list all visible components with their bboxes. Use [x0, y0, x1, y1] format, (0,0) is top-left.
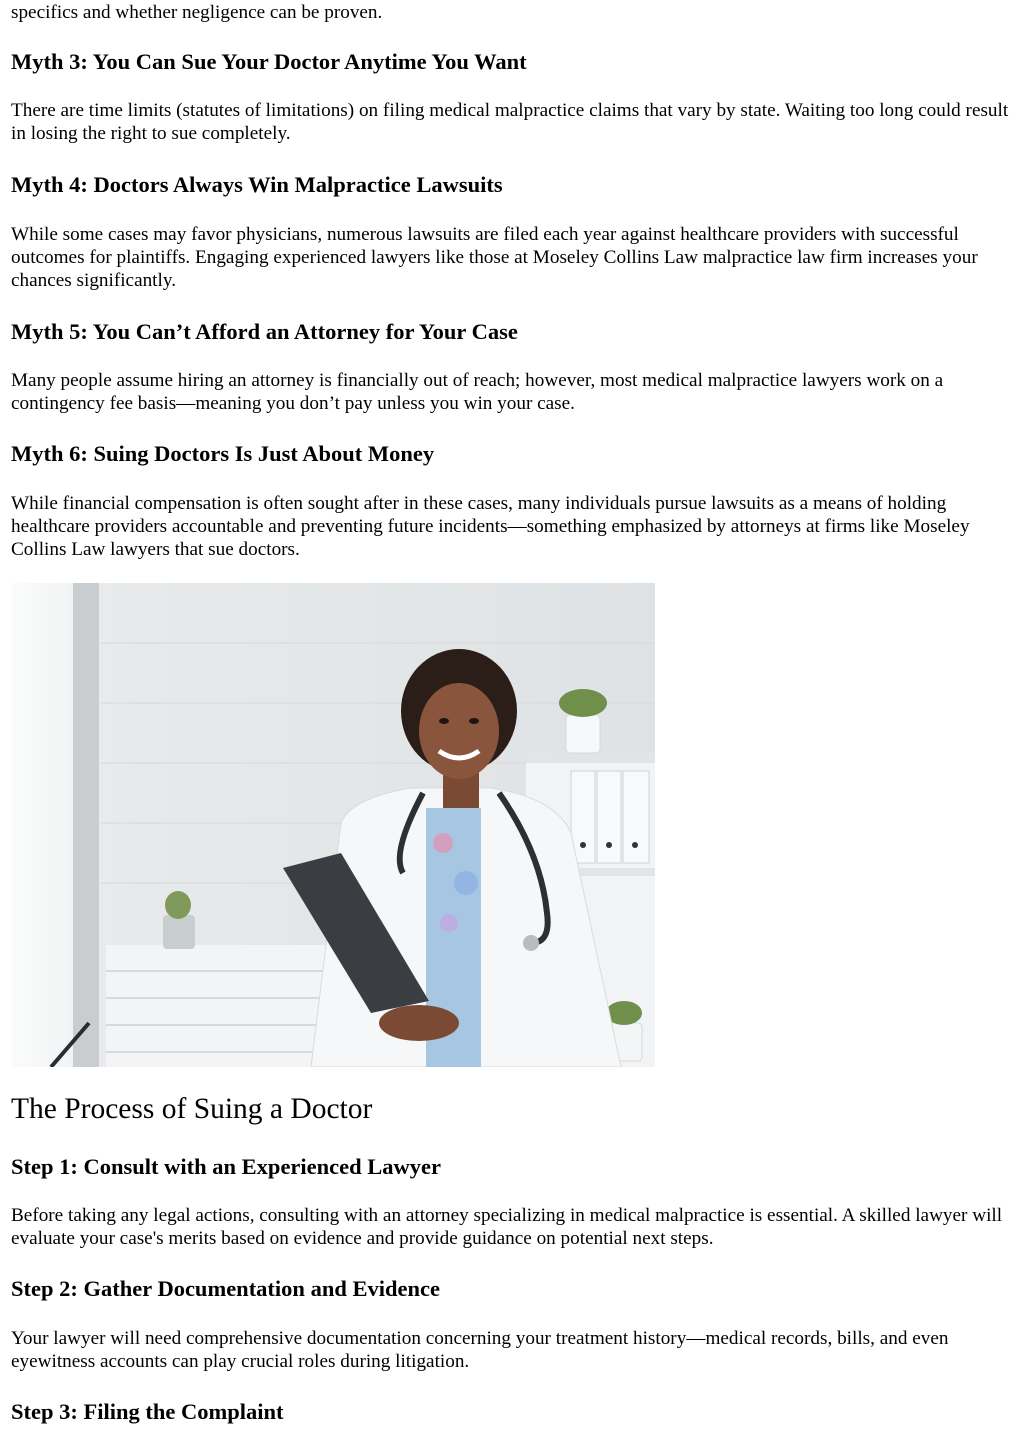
step-1-body: Before taking any legal actions, consulting with an attorney specializing in medical malpractice is essential. A skilled lawyer will evaluate your case's merits based on evidence and provide guidance on potential next steps. — [11, 1205, 1003, 1249]
step-1-heading: Step 1: Consult with an Experienced Lawyer — [11, 1154, 442, 1179]
myth-6-body: While financial compensation is often sought after in these cases, many individuals pursue lawsuits as a means of holding healthcare providers accountable and preventing future incidents—something emphasized by attorneys at firms like Moseley Collins Law lawyers that sue doctors. — [11, 493, 970, 560]
myth-6-heading: Myth 6: Suing Doctors Is Just About Money — [11, 441, 435, 466]
myth-5-body: Many people assume hiring an attorney is financially out of reach; however, most medical malpractice lawyers work on a contingency fee basis—meaning you don’t pay unless you win your case. — [11, 370, 944, 414]
step-3-heading: Step 3: Filing the Complaint — [11, 1399, 284, 1424]
myth-3-body: There are time limits (statutes of limitations) on filing medical malpractice claims that vary by state. Waiting too long could result in losing the right to sue completely. — [11, 100, 1009, 144]
myth-5-heading: Myth 5: You Can’t Afford an Attorney for Your Case — [11, 319, 518, 344]
doctor-photo — [11, 583, 655, 1067]
myth-4-body: While some cases may favor physicians, numerous lawsuits are filed each year against healthcare providers with successful outcomes for plaintiffs. Engaging experienced lawyers like those at Moseley Collins Law malpractice law firm increases your chances significantly. — [11, 224, 978, 291]
intro-fragment: specifics and whether negligence can be proven. — [11, 2, 383, 23]
step-2-heading: Step 2: Gather Documentation and Evidence — [11, 1276, 440, 1301]
myth-4-heading: Myth 4: Doctors Always Win Malpractice Lawsuits — [11, 172, 503, 197]
step-2-body: Your lawyer will need comprehensive documentation concerning your treatment history—medical records, bills, and even eyewitness accounts can play crucial roles during litigation. — [11, 1328, 949, 1372]
process-heading: The Process of Suing a Doctor — [11, 1093, 373, 1125]
myth-3-heading: Myth 3: You Can Sue Your Doctor Anytime You Want — [11, 49, 527, 74]
